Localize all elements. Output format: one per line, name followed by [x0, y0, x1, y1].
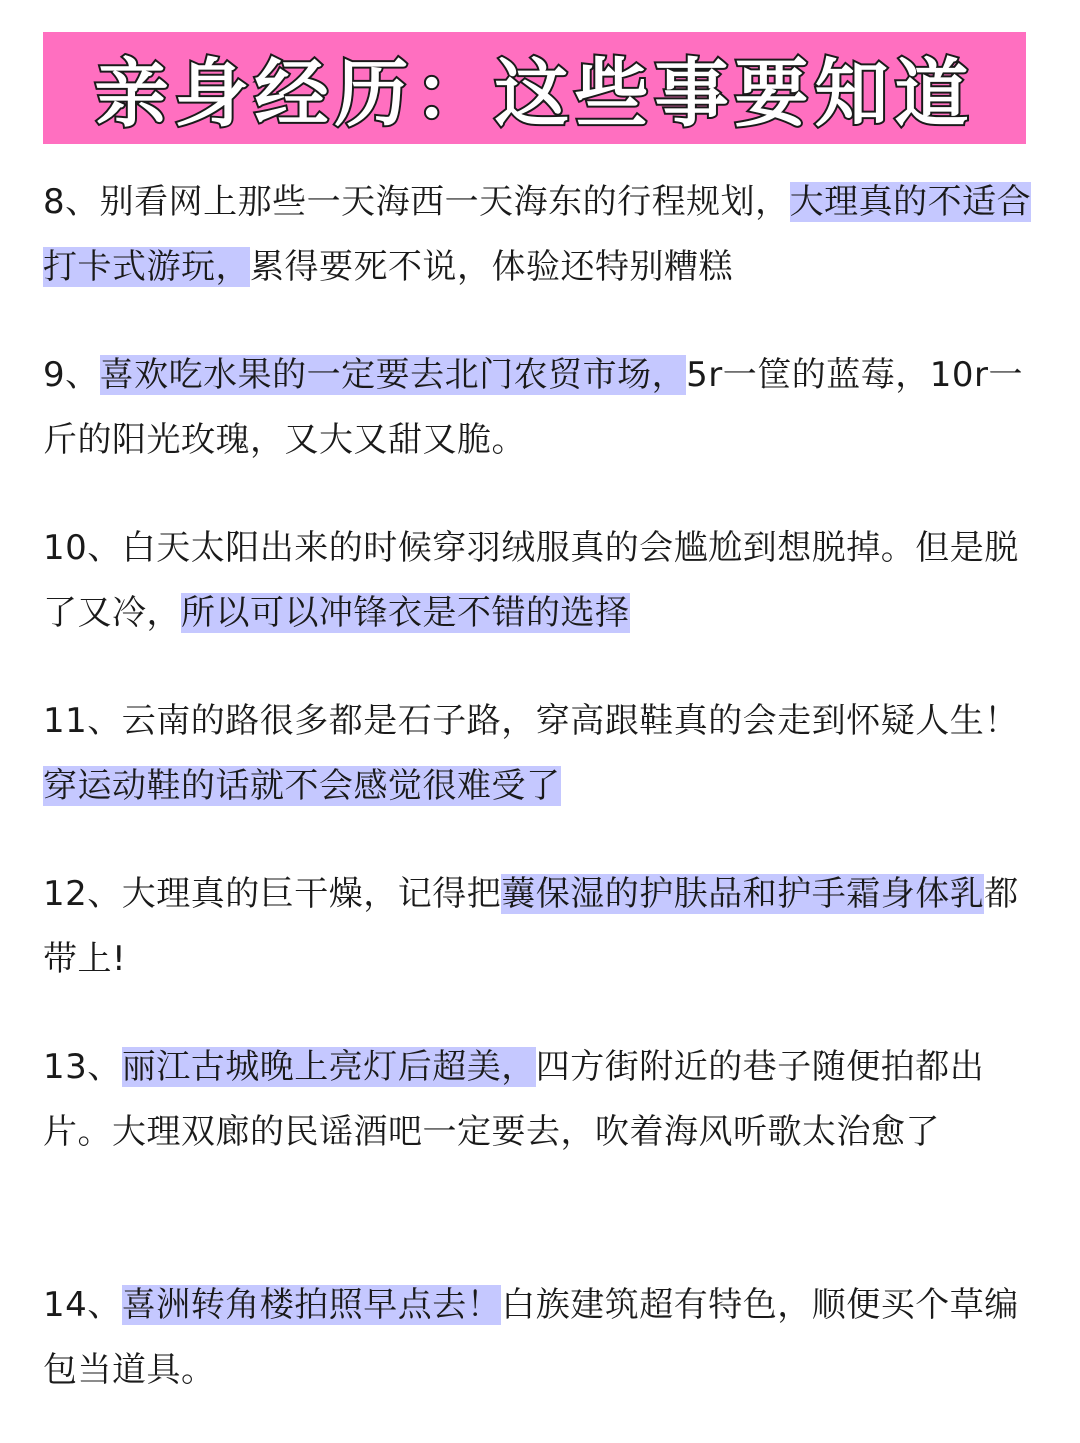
tip-14	[43, 1273, 1043, 1403]
tip-highlight: 穿运动鞋的话就不会感觉很难受了	[43, 766, 561, 806]
tip-10	[43, 516, 1043, 646]
tip-12	[43, 862, 1043, 992]
tip-text: 都带上!	[43, 874, 1019, 979]
tip-8	[43, 170, 1043, 300]
tip-text: 14、	[43, 1285, 122, 1325]
tip-text: 13、	[43, 1047, 122, 1087]
tip-11	[43, 689, 1043, 819]
tip-highlight: 所以可以冲锋衣是不错的选择	[181, 593, 630, 633]
tip-text: 四方街附近的巷子随便拍都出片。大理双廊的民谣酒吧一定要去，吹着海风听歌太治愈了	[43, 1047, 985, 1152]
tip-text: 12、大理真的巨干燥，记得把	[43, 874, 502, 914]
tip-text: 5r一筐的蓝莓，10r一斤的阳光玫瑰，又大又甜又脆。	[43, 355, 1023, 460]
tip-text: 白族建筑超有特色，顺便买个草编包当道具。	[43, 1285, 1019, 1390]
tip-13	[43, 1035, 1043, 1165]
tip-highlight: 大理真的不适合打卡式游玩，	[43, 182, 1032, 287]
tip-text: 9、	[43, 355, 100, 395]
tip-9	[43, 343, 1043, 473]
tip-highlight: 丽江古城晚上亮灯后超美，	[121, 1047, 536, 1087]
tip-highlight: 喜洲转角楼拍照早点去！	[121, 1285, 502, 1325]
tip-highlight: 喜欢吃水果的一定要去北门农贸市场，	[99, 355, 687, 395]
tip-text: 11、云南的路很多都是石子路，穿高跟鞋真的会走到怀疑人生！	[43, 701, 1019, 741]
tip-text: 累得要死不说，体验还特别糟糕	[250, 247, 733, 287]
tip-text: 10、白天太阳出来的时候穿羽绒服真的会尴尬到想脱掉。但是脱了又冷，	[43, 528, 1019, 633]
tip-text: 8、别看网上那些一天海西一天海东的行程规划，	[43, 182, 790, 222]
title-banner	[43, 32, 1026, 144]
tip-highlight: 蘘保湿的护肤品和护手霜身体乳	[501, 874, 985, 914]
page-title: 亲身经历：这些事要知道	[94, 51, 975, 137]
